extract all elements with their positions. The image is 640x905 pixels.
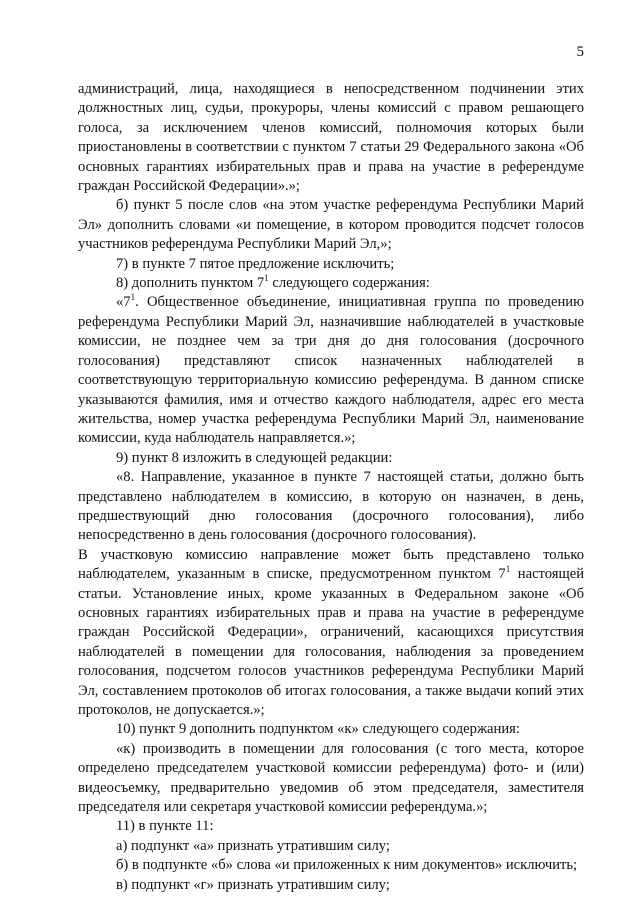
paragraph-clause-k: «к) производить в помещении для голосования (с того места, которое определено председателем участковой комиссии референдума) фото- и (или) видеосъемку, предварительно уведомив об этом председателя, заместителя председателя или секретаря участковой комиссии референдума.»; <box>78 740 584 816</box>
paragraph-clause-8-continued: В участковую комиссию направление может быть представлено только наблюдателем, указанным в списке, предусмотренном пунктом $7^1$ настоящей статьи. Установление иных, кроме указанных в Федеральном законе «Об основных гарантиях избирательных прав и права на участие в референдуме граждан Российской Федерации», ограничений, касающихся присутствия наблюдателей в помещении для голосования, наблюдения за проведением голосования, подсчетом голосов участников референдума Республики Марий Эл, составлением протоколов об итогах голосования, а также выдачи копий этих протоколов, не допускается.»; <box>78 546 584 718</box>
page-number: 5 <box>576 44 584 60</box>
paragraph-clause-7-1: «$7^1$. Общественное объединение, инициативная группа по проведению референдума Республики Марий Эл, назначившие наблюдателей в участковые комиссии, не позднее чем за три дня до дня голосования (досрочного голосования) представляют список назначенных наблюдателей в соответствующую территориальную комиссию референдума. В данном списке указываются фамилия, имя и отчество каждого наблюдателя, адрес его места жительства, номер участка референдума Республики Марий Эл, наименование комиссии, куда наблюдатель направляется.»; <box>78 292 584 447</box>
paragraph-item-11a: а) подпункт «а» признать утратившим силу; <box>116 837 390 854</box>
paragraph-item-7: 7) в пункте 7 пятое предложение исключить; <box>116 255 395 272</box>
paragraph-item-11: 11) в пункте 11: <box>116 818 214 835</box>
document-body <box>78 80 584 895</box>
paragraph-continuation: администраций, лица, находящиеся в непосредственном подчинении этих должностных лиц, судьи, прокуроры, члены комиссий с правом решающего голоса, за исключением членов комиссий, полномочия которых были приостановлены в соответствии с пунктом 7 статьи 29 Федерального закона «Об основных гарантиях избирательных прав и права на участие в референдуме граждан Российской Федерации».»; <box>78 81 584 195</box>
paragraph-item-10: 10) пункт 9 дополнить подпунктом «к» следующего содержания: <box>116 721 520 738</box>
paragraph-item-11b: б) в подпункте «б» слова «и приложенных к ним документов» исключить; <box>116 857 578 874</box>
paragraph-clause-8: «8. Направление, указанное в пункте 7 настоящей статьи, должно быть представлено наблюдателем в комиссию, в которую он назначен, в день, предшествующий дню голосования (досрочного голосования), либо непосредственно в день голосования (досрочного голосования). <box>78 469 584 544</box>
paragraph-item-8: 8) дополнить пунктом $7^1$ следующего содержания: <box>116 273 430 292</box>
paragraph-item-6b: б) пункт 5 после слов «на этом участке референдума Республики Марий Эл» дополнить словами «и помещение, в котором проводится подсчет голосов участников референдума Республики Марий Эл,»; <box>78 197 584 253</box>
paragraph-item-9: 9) пункт 8 изложить в следующей редакции: <box>116 449 393 466</box>
paragraph-item-11v: в) подпункт «г» признать утратившим силу; <box>116 876 390 893</box>
